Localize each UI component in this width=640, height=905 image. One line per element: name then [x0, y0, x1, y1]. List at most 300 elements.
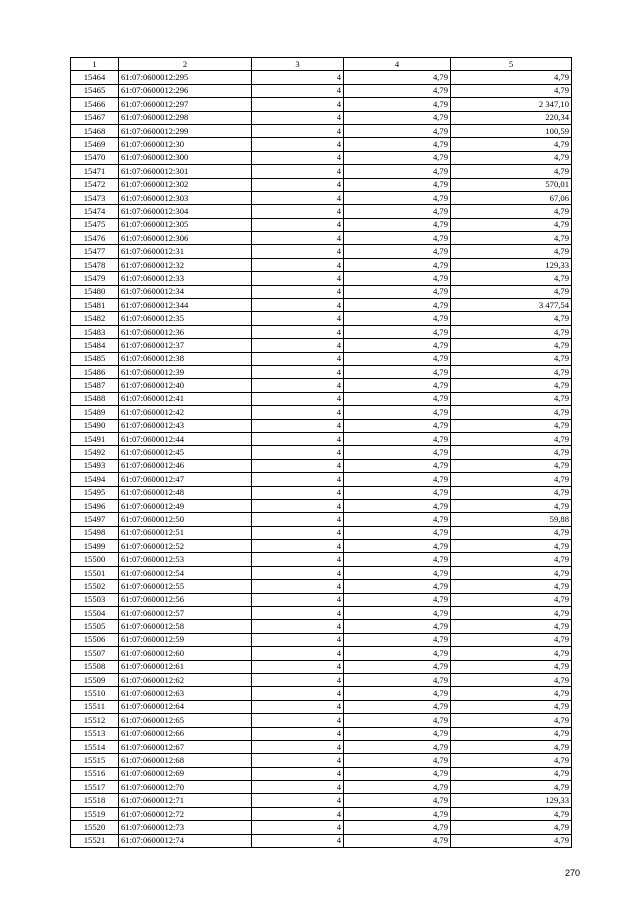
cadastral-number-cell: 61:07:0600012:60 — [119, 647, 252, 660]
value-cell-3: 4 — [252, 406, 344, 419]
table-row — [71, 312, 572, 325]
row-number-cell: 15480 — [71, 285, 119, 298]
cadastral-number-cell: 61:07:0600012:304 — [119, 205, 252, 218]
value-cell-5: 4,79 — [451, 406, 572, 419]
value-cell-5: 129,33 — [451, 258, 572, 271]
column-header-4: 4 — [344, 58, 451, 71]
value-cell-5: 4,79 — [451, 446, 572, 459]
value-cell-3: 4 — [252, 151, 344, 164]
row-number-cell: 15478 — [71, 258, 119, 271]
value-cell-4: 4,79 — [344, 98, 451, 111]
cadastral-number-cell: 61:07:0600012:30 — [119, 138, 252, 151]
row-number-cell: 15516 — [71, 767, 119, 780]
value-cell-4: 4,79 — [344, 553, 451, 566]
value-cell-3: 4 — [252, 352, 344, 365]
row-number-cell: 15484 — [71, 339, 119, 352]
value-cell-5: 4,79 — [451, 647, 572, 660]
row-number-cell: 15479 — [71, 272, 119, 285]
value-cell-3: 4 — [252, 486, 344, 499]
value-cell-5: 4,79 — [451, 754, 572, 767]
value-cell-3: 4 — [252, 191, 344, 204]
value-cell-4: 4,79 — [344, 714, 451, 727]
row-number-cell: 15489 — [71, 406, 119, 419]
value-cell-3: 4 — [252, 620, 344, 633]
value-cell-4: 4,79 — [344, 593, 451, 606]
value-cell-4: 4,79 — [344, 392, 451, 405]
row-number-cell: 15471 — [71, 165, 119, 178]
cadastral-number-cell: 61:07:0600012:49 — [119, 499, 252, 512]
value-cell-3: 4 — [252, 607, 344, 620]
value-cell-3: 4 — [252, 781, 344, 794]
value-cell-5: 4,79 — [451, 620, 572, 633]
value-cell-5: 570,01 — [451, 178, 572, 191]
value-cell-4: 4,79 — [344, 312, 451, 325]
row-number-cell: 15467 — [71, 111, 119, 124]
value-cell-4: 4,79 — [344, 486, 451, 499]
table-row — [71, 406, 572, 419]
row-number-cell: 15520 — [71, 821, 119, 834]
table-row — [71, 700, 572, 713]
table-row — [71, 526, 572, 539]
cadastral-number-cell: 61:07:0600012:71 — [119, 794, 252, 807]
table-body — [71, 71, 572, 848]
value-cell-3: 4 — [252, 540, 344, 553]
value-cell-5: 4,79 — [451, 714, 572, 727]
value-cell-3: 4 — [252, 178, 344, 191]
value-cell-3: 4 — [252, 727, 344, 740]
value-cell-4: 4,79 — [344, 700, 451, 713]
cadastral-number-cell: 61:07:0600012:305 — [119, 218, 252, 231]
cadastral-number-cell: 61:07:0600012:56 — [119, 593, 252, 606]
value-cell-3: 4 — [252, 299, 344, 312]
table-row — [71, 84, 572, 97]
table-row — [71, 459, 572, 472]
value-cell-3: 4 — [252, 165, 344, 178]
value-cell-5: 4,79 — [451, 312, 572, 325]
row-number-cell: 15486 — [71, 365, 119, 378]
cadastral-number-cell: 61:07:0600012:67 — [119, 740, 252, 753]
value-cell-3: 4 — [252, 553, 344, 566]
value-cell-3: 4 — [252, 339, 344, 352]
table-row — [71, 352, 572, 365]
value-cell-4: 4,79 — [344, 660, 451, 673]
value-cell-4: 4,79 — [344, 232, 451, 245]
cadastral-number-cell: 61:07:0600012:54 — [119, 566, 252, 579]
cadastral-number-cell: 61:07:0600012:31 — [119, 245, 252, 258]
value-cell-5: 4,79 — [451, 272, 572, 285]
value-cell-5: 4,79 — [451, 660, 572, 673]
value-cell-5: 4,79 — [451, 232, 572, 245]
value-cell-5: 4,79 — [451, 727, 572, 740]
row-number-cell: 15501 — [71, 566, 119, 579]
value-cell-3: 4 — [252, 700, 344, 713]
row-number-cell: 15472 — [71, 178, 119, 191]
value-cell-5: 4,79 — [451, 325, 572, 338]
row-number-cell: 15483 — [71, 325, 119, 338]
table-row — [71, 325, 572, 338]
value-cell-5: 4,79 — [451, 633, 572, 646]
value-cell-5: 4,79 — [451, 607, 572, 620]
cadastral-number-cell: 61:07:0600012:58 — [119, 620, 252, 633]
value-cell-5: 4,79 — [451, 687, 572, 700]
cadastral-number-cell: 61:07:0600012:37 — [119, 339, 252, 352]
table-row — [71, 580, 572, 593]
table-row — [71, 540, 572, 553]
table-row — [71, 98, 572, 111]
value-cell-4: 4,79 — [344, 473, 451, 486]
row-number-cell: 15494 — [71, 473, 119, 486]
table-row — [71, 727, 572, 740]
value-cell-4: 4,79 — [344, 633, 451, 646]
table-row — [71, 111, 572, 124]
cadastral-number-cell: 61:07:0600012:303 — [119, 191, 252, 204]
row-number-cell: 15487 — [71, 379, 119, 392]
table-row — [71, 767, 572, 780]
value-cell-4: 4,79 — [344, 566, 451, 579]
value-cell-4: 4,79 — [344, 124, 451, 137]
cadastral-number-cell: 61:07:0600012:302 — [119, 178, 252, 191]
cadastral-number-cell: 61:07:0600012:44 — [119, 432, 252, 445]
value-cell-5: 4,79 — [451, 285, 572, 298]
row-number-cell: 15475 — [71, 218, 119, 231]
cadastral-number-cell: 61:07:0600012:297 — [119, 98, 252, 111]
table-row — [71, 432, 572, 445]
table-row — [71, 553, 572, 566]
value-cell-4: 4,79 — [344, 191, 451, 204]
page-number: 270 — [565, 868, 581, 878]
table-row — [71, 392, 572, 405]
value-cell-5: 100,59 — [451, 124, 572, 137]
value-cell-3: 4 — [252, 499, 344, 512]
value-cell-5: 4,79 — [451, 352, 572, 365]
cadastral-number-cell: 61:07:0600012:68 — [119, 754, 252, 767]
value-cell-3: 4 — [252, 138, 344, 151]
cadastral-number-cell: 61:07:0600012:51 — [119, 526, 252, 539]
value-cell-5: 4,79 — [451, 740, 572, 753]
value-cell-4: 4,79 — [344, 379, 451, 392]
value-cell-5: 4,79 — [451, 419, 572, 432]
row-number-cell: 15518 — [71, 794, 119, 807]
column-header-2: 2 — [119, 58, 252, 71]
value-cell-4: 4,79 — [344, 419, 451, 432]
table-row — [71, 834, 572, 847]
value-cell-3: 4 — [252, 794, 344, 807]
value-cell-4: 4,79 — [344, 499, 451, 512]
value-cell-4: 4,79 — [344, 245, 451, 258]
value-cell-4: 4,79 — [344, 165, 451, 178]
value-cell-3: 4 — [252, 459, 344, 472]
value-cell-4: 4,79 — [344, 807, 451, 820]
value-cell-5: 4,79 — [451, 218, 572, 231]
row-number-cell: 15490 — [71, 419, 119, 432]
cadastral-number-cell: 61:07:0600012:52 — [119, 540, 252, 553]
cadastral-number-cell: 61:07:0600012:72 — [119, 807, 252, 820]
cadastral-number-cell: 61:07:0600012:32 — [119, 258, 252, 271]
row-number-cell: 15509 — [71, 673, 119, 686]
value-cell-4: 4,79 — [344, 138, 451, 151]
table-row — [71, 178, 572, 191]
row-number-cell: 15495 — [71, 486, 119, 499]
value-cell-3: 4 — [252, 232, 344, 245]
value-cell-4: 4,79 — [344, 834, 451, 847]
table-row — [71, 673, 572, 686]
value-cell-3: 4 — [252, 580, 344, 593]
value-cell-3: 4 — [252, 714, 344, 727]
cadastral-number-cell: 61:07:0600012:57 — [119, 607, 252, 620]
table-row — [71, 566, 572, 579]
value-cell-5: 4,79 — [451, 365, 572, 378]
table-row — [71, 633, 572, 646]
value-cell-4: 4,79 — [344, 794, 451, 807]
data-table — [70, 57, 572, 848]
row-number-cell: 15512 — [71, 714, 119, 727]
cadastral-number-cell: 61:07:0600012:74 — [119, 834, 252, 847]
value-cell-3: 4 — [252, 834, 344, 847]
value-cell-5: 59,88 — [451, 513, 572, 526]
cadastral-number-cell: 61:07:0600012:47 — [119, 473, 252, 486]
column-header-5: 5 — [451, 58, 572, 71]
table-row — [71, 272, 572, 285]
cadastral-number-cell: 61:07:0600012:42 — [119, 406, 252, 419]
value-cell-3: 4 — [252, 821, 344, 834]
table-row — [71, 660, 572, 673]
value-cell-4: 4,79 — [344, 258, 451, 271]
row-number-cell: 15507 — [71, 647, 119, 660]
row-number-cell: 15508 — [71, 660, 119, 673]
header-row — [71, 58, 572, 71]
value-cell-3: 4 — [252, 84, 344, 97]
table-row — [71, 165, 572, 178]
value-cell-3: 4 — [252, 325, 344, 338]
value-cell-3: 4 — [252, 98, 344, 111]
row-number-cell: 15476 — [71, 232, 119, 245]
table-row — [71, 473, 572, 486]
value-cell-4: 4,79 — [344, 339, 451, 352]
table-row — [71, 687, 572, 700]
cadastral-number-cell: 61:07:0600012:63 — [119, 687, 252, 700]
value-cell-4: 4,79 — [344, 607, 451, 620]
value-cell-3: 4 — [252, 446, 344, 459]
cadastral-number-cell: 61:07:0600012:39 — [119, 365, 252, 378]
cadastral-number-cell: 61:07:0600012:344 — [119, 299, 252, 312]
value-cell-5: 67,06 — [451, 191, 572, 204]
table-row — [71, 218, 572, 231]
row-number-cell: 15468 — [71, 124, 119, 137]
value-cell-4: 4,79 — [344, 178, 451, 191]
value-cell-3: 4 — [252, 71, 344, 84]
value-cell-4: 4,79 — [344, 285, 451, 298]
table-row — [71, 138, 572, 151]
value-cell-5: 4,79 — [451, 593, 572, 606]
value-cell-4: 4,79 — [344, 687, 451, 700]
value-cell-3: 4 — [252, 526, 344, 539]
row-number-cell: 15506 — [71, 633, 119, 646]
value-cell-4: 4,79 — [344, 580, 451, 593]
value-cell-5: 4,79 — [451, 486, 572, 499]
value-cell-5: 4,79 — [451, 526, 572, 539]
table-row — [71, 593, 572, 606]
value-cell-4: 4,79 — [344, 205, 451, 218]
value-cell-5: 4,79 — [451, 767, 572, 780]
value-cell-5: 4,79 — [451, 700, 572, 713]
row-number-cell: 15503 — [71, 593, 119, 606]
row-number-cell: 15469 — [71, 138, 119, 151]
value-cell-5: 4,79 — [451, 459, 572, 472]
value-cell-4: 4,79 — [344, 325, 451, 338]
value-cell-4: 4,79 — [344, 620, 451, 633]
row-number-cell: 15465 — [71, 84, 119, 97]
row-number-cell: 15521 — [71, 834, 119, 847]
table-row — [71, 71, 572, 84]
row-number-cell: 15498 — [71, 526, 119, 539]
value-cell-3: 4 — [252, 379, 344, 392]
cadastral-number-cell: 61:07:0600012:48 — [119, 486, 252, 499]
value-cell-5: 4,79 — [451, 205, 572, 218]
row-number-cell: 15510 — [71, 687, 119, 700]
value-cell-3: 4 — [252, 245, 344, 258]
cadastral-number-cell: 61:07:0600012:299 — [119, 124, 252, 137]
value-cell-5: 4,79 — [451, 473, 572, 486]
cadastral-number-cell: 61:07:0600012:34 — [119, 285, 252, 298]
value-cell-5: 4,79 — [451, 807, 572, 820]
cadastral-number-cell: 61:07:0600012:36 — [119, 325, 252, 338]
value-cell-3: 4 — [252, 566, 344, 579]
value-cell-4: 4,79 — [344, 781, 451, 794]
value-cell-4: 4,79 — [344, 406, 451, 419]
row-number-cell: 15511 — [71, 700, 119, 713]
value-cell-5: 4,79 — [451, 392, 572, 405]
value-cell-5: 4,79 — [451, 540, 572, 553]
column-header-3: 3 — [252, 58, 344, 71]
cadastral-number-cell: 61:07:0600012:41 — [119, 392, 252, 405]
value-cell-3: 4 — [252, 111, 344, 124]
cadastral-number-cell: 61:07:0600012:73 — [119, 821, 252, 834]
table-row — [71, 781, 572, 794]
value-cell-5: 220,34 — [451, 111, 572, 124]
value-cell-3: 4 — [252, 740, 344, 753]
cadastral-number-cell: 61:07:0600012:64 — [119, 700, 252, 713]
value-cell-3: 4 — [252, 272, 344, 285]
value-cell-5: 4,79 — [451, 499, 572, 512]
cadastral-number-cell: 61:07:0600012:301 — [119, 165, 252, 178]
value-cell-3: 4 — [252, 807, 344, 820]
value-cell-5: 4,79 — [451, 821, 572, 834]
cadastral-number-cell: 61:07:0600012:45 — [119, 446, 252, 459]
cadastral-number-cell: 61:07:0600012:55 — [119, 580, 252, 593]
row-number-cell: 15517 — [71, 781, 119, 794]
value-cell-3: 4 — [252, 673, 344, 686]
row-number-cell: 15496 — [71, 499, 119, 512]
value-cell-4: 4,79 — [344, 365, 451, 378]
value-cell-5: 129,33 — [451, 794, 572, 807]
cadastral-number-cell: 61:07:0600012:33 — [119, 272, 252, 285]
value-cell-3: 4 — [252, 513, 344, 526]
cadastral-number-cell: 61:07:0600012:35 — [119, 312, 252, 325]
value-cell-4: 4,79 — [344, 727, 451, 740]
row-number-cell: 15502 — [71, 580, 119, 593]
value-cell-5: 4,79 — [451, 245, 572, 258]
value-cell-4: 4,79 — [344, 71, 451, 84]
value-cell-5: 4,79 — [451, 339, 572, 352]
value-cell-5: 4,79 — [451, 781, 572, 794]
cadastral-number-cell: 61:07:0600012:66 — [119, 727, 252, 740]
value-cell-3: 4 — [252, 767, 344, 780]
value-cell-4: 4,79 — [344, 513, 451, 526]
cadastral-number-cell: 61:07:0600012:70 — [119, 781, 252, 794]
cadastral-number-cell: 61:07:0600012:62 — [119, 673, 252, 686]
table-row — [71, 754, 572, 767]
value-cell-4: 4,79 — [344, 540, 451, 553]
cadastral-number-cell: 61:07:0600012:50 — [119, 513, 252, 526]
table-row — [71, 232, 572, 245]
table-row — [71, 714, 572, 727]
value-cell-4: 4,79 — [344, 432, 451, 445]
table-row — [71, 446, 572, 459]
table-row — [71, 499, 572, 512]
row-number-cell: 15500 — [71, 553, 119, 566]
row-number-cell: 15504 — [71, 607, 119, 620]
row-number-cell: 15473 — [71, 191, 119, 204]
row-number-cell: 15514 — [71, 740, 119, 753]
row-number-cell: 15499 — [71, 540, 119, 553]
value-cell-4: 4,79 — [344, 299, 451, 312]
value-cell-5: 3 477,54 — [451, 299, 572, 312]
table-row — [71, 205, 572, 218]
value-cell-4: 4,79 — [344, 767, 451, 780]
value-cell-3: 4 — [252, 285, 344, 298]
value-cell-3: 4 — [252, 419, 344, 432]
value-cell-5: 4,79 — [451, 138, 572, 151]
value-cell-4: 4,79 — [344, 673, 451, 686]
value-cell-5: 4,79 — [451, 165, 572, 178]
row-number-cell: 15497 — [71, 513, 119, 526]
table-row — [71, 419, 572, 432]
table-row — [71, 299, 572, 312]
row-number-cell: 15477 — [71, 245, 119, 258]
value-cell-3: 4 — [252, 124, 344, 137]
row-number-cell: 15474 — [71, 205, 119, 218]
cadastral-number-cell: 61:07:0600012:40 — [119, 379, 252, 392]
cadastral-number-cell: 61:07:0600012:59 — [119, 633, 252, 646]
table-row — [71, 821, 572, 834]
value-cell-4: 4,79 — [344, 84, 451, 97]
value-cell-3: 4 — [252, 432, 344, 445]
row-number-cell: 15519 — [71, 807, 119, 820]
value-cell-4: 4,79 — [344, 111, 451, 124]
value-cell-3: 4 — [252, 687, 344, 700]
row-number-cell: 15505 — [71, 620, 119, 633]
table-row — [71, 151, 572, 164]
value-cell-3: 4 — [252, 593, 344, 606]
cadastral-number-cell: 61:07:0600012:306 — [119, 232, 252, 245]
value-cell-3: 4 — [252, 312, 344, 325]
table-row — [71, 513, 572, 526]
table-row — [71, 794, 572, 807]
table-row — [71, 124, 572, 137]
value-cell-3: 4 — [252, 754, 344, 767]
cadastral-number-cell: 61:07:0600012:69 — [119, 767, 252, 780]
row-number-cell: 15482 — [71, 312, 119, 325]
value-cell-4: 4,79 — [344, 740, 451, 753]
value-cell-5: 4,79 — [451, 834, 572, 847]
value-cell-3: 4 — [252, 218, 344, 231]
cadastral-number-cell: 61:07:0600012:296 — [119, 84, 252, 97]
value-cell-3: 4 — [252, 473, 344, 486]
cadastral-number-cell: 61:07:0600012:61 — [119, 660, 252, 673]
table-row — [71, 607, 572, 620]
value-cell-5: 4,79 — [451, 553, 572, 566]
row-number-cell: 15488 — [71, 392, 119, 405]
